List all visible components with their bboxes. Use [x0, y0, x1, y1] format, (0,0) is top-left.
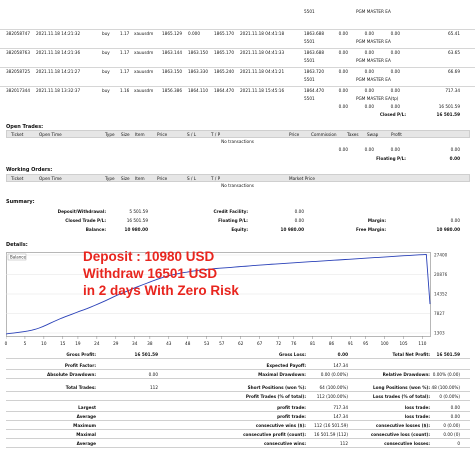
- trade-row: [0, 67, 475, 86]
- stat-value-average-profit: 147.34: [333, 414, 348, 419]
- chart-x-tick-label: 15: [60, 341, 66, 346]
- stat-label-relative-dd-label: Relative Drawdown:: [382, 372, 430, 377]
- trade-type: buy: [102, 31, 110, 36]
- open-header-cell: Commission: [311, 132, 337, 137]
- trade-ticket: 382058747: [6, 31, 30, 36]
- stat-label-short-label: Short Positions (won %):: [247, 385, 306, 390]
- chart-x-tick-label: 48: [185, 341, 191, 346]
- stat-value-gross-loss: 0.00: [337, 352, 348, 357]
- balance-label: Balance:: [85, 227, 106, 232]
- open-header-cell: Size: [121, 132, 130, 137]
- stats-divider: [6, 411, 470, 412]
- trade-item: xauusdm: [134, 31, 154, 36]
- summary-closed-value: 16 501.59: [126, 218, 148, 223]
- chart-x-tick-label: 19: [75, 341, 81, 346]
- total-profit: 16 501.59: [438, 104, 460, 109]
- chart-x-tick-label: 43: [166, 341, 172, 346]
- stat-label-profit-factor-label: Profit Factor:: [64, 363, 96, 368]
- trade-row: [0, 29, 475, 48]
- trade-type: buy: [102, 88, 110, 93]
- floating-pl-row: [0, 156, 475, 167]
- trade-close-time: 2021.11.18 15:45:16: [240, 88, 285, 93]
- trade-tp: 1865.240: [214, 69, 234, 74]
- trade-sl: 1864.110: [188, 88, 208, 93]
- stat-value-short: 64 (100.00%): [319, 385, 348, 390]
- stat-label-average-label: Average: [76, 414, 96, 419]
- open-header-cell: S / L: [187, 132, 197, 137]
- chart-x-tick-label: 29: [113, 341, 119, 346]
- trade-price: 1856.386: [162, 88, 182, 93]
- free-margin-value: 10 980.00: [436, 227, 460, 232]
- trade-magic-number: 5501: [304, 39, 315, 44]
- stat-value-profit-trades: 112 (100.00%): [316, 394, 348, 399]
- total-commission: 0.00: [338, 104, 348, 109]
- summary-floating-label: Floating P/L:: [218, 218, 248, 223]
- chart-y-tick-label: 1303: [434, 330, 445, 336]
- stats-divider: [6, 429, 470, 430]
- trade-open-time: 2021.11.18 13:32:37: [36, 88, 81, 93]
- chart-x-tick-label: 10: [41, 341, 47, 346]
- promo-line-zero-risk: in 2 days With Zero Risk: [83, 283, 239, 298]
- open-sum-taxes: 0.00: [364, 147, 374, 152]
- stat-value-average-loss: 0.00: [450, 414, 460, 419]
- trade-size: 1.17: [120, 50, 130, 55]
- trade-magic-number: 5501: [304, 58, 315, 63]
- open-header-cell: Price: [157, 132, 168, 137]
- stat-value-relative-dd: 0.00% (0.00): [432, 372, 460, 377]
- stats-divider: [6, 369, 470, 370]
- open-header-cell: Type: [105, 132, 115, 137]
- equity-label: Equity:: [231, 227, 248, 232]
- trade-ticket: 382058763: [6, 50, 30, 55]
- trade-profit: 66.69: [448, 69, 460, 74]
- trade-close-price: 1863.688: [304, 50, 324, 55]
- stat-value-max-cons-losses: 0 (0.00): [443, 423, 460, 428]
- chart-y-tick-label: 20876: [434, 271, 448, 277]
- stat-label-net-profit-label: Total Net Profit:: [392, 352, 430, 357]
- trade-row: [0, 9, 475, 19]
- stat-label-loss-trades-label: Loss trades (% of total):: [372, 394, 430, 399]
- stat-value-avg-wins: 112: [340, 441, 348, 446]
- trade-row: [0, 48, 475, 67]
- stat-label-absolute-dd-label: Absolute Drawdown:: [47, 372, 96, 377]
- stat-value-largest-profit: 717.34: [333, 405, 348, 410]
- trade-row: [0, 86, 475, 105]
- stat-label-maximal-dd-label: Maximal Drawdown:: [258, 372, 306, 377]
- trade-sl: 1863.150: [188, 50, 208, 55]
- stat-label-average-loss-label: loss trade:: [404, 414, 430, 419]
- trade-close-price: 1863.688: [304, 31, 324, 36]
- chart-x-tick-label: 91: [347, 341, 354, 346]
- stat-label-largest-label: Largest: [78, 405, 96, 410]
- trade-swap: 0.00: [390, 50, 400, 55]
- working-header-cell: Open Time: [39, 176, 62, 181]
- stat-value-absolute-dd: 0.00: [148, 372, 158, 377]
- closed-pl-label: Closed P/L:: [379, 112, 406, 117]
- trade-taxes: 0.00: [364, 69, 374, 74]
- stat-value-largest-loss: 0.00: [450, 405, 460, 410]
- balance-value: 10 980.00: [124, 227, 148, 232]
- stat-label-largest-profit-label: profit trade:: [277, 405, 306, 410]
- open-header-cell: Swap: [367, 132, 379, 137]
- stat-label-maximum-label: Maximum: [73, 423, 96, 428]
- trade-commission: 0.00: [338, 69, 348, 74]
- trade-swap: 0.00: [390, 69, 400, 74]
- margin-value: 0.00: [450, 218, 460, 223]
- trade-size: 1.16: [120, 88, 130, 93]
- chart-y-tick-label: 14352: [434, 291, 448, 297]
- chart-x-tick-label: 105: [399, 341, 408, 346]
- stat-label-max-cons-wins-label: consecutive wins ($):: [255, 423, 306, 428]
- stat-label-long-label: Long Positions (won %):: [373, 385, 430, 390]
- trade-profit: 63.65: [448, 50, 460, 55]
- trade-close-price: 1863.720: [304, 69, 324, 74]
- trade-magic-number: 5501: [304, 77, 315, 82]
- free-margin-label: Free Margin:: [356, 227, 386, 232]
- stat-value-avg-losses: 0: [457, 441, 460, 446]
- working-header-cell: Size: [121, 176, 130, 181]
- stat-value-max-cons-wins: 112 (16 501.59): [314, 423, 348, 428]
- credit-label: Credit Facility:: [213, 209, 248, 214]
- summary-title: Summary:: [6, 199, 35, 205]
- stat-label-largest-loss-label: loss trade:: [404, 405, 430, 410]
- summary-floating-value: 0.00: [294, 218, 304, 223]
- trade-price: 1865.129: [162, 31, 182, 36]
- chart-x-tick-label: 81: [309, 341, 316, 346]
- total-taxes: 0.00: [364, 104, 374, 109]
- trade-price: 1863.150: [162, 69, 182, 74]
- stat-label-maximal-label: Maximal: [76, 432, 96, 437]
- trade-comment: PGM MASTER EA: [356, 39, 391, 44]
- trade-type: buy: [102, 69, 110, 74]
- promo-line-deposit: Deposit : 10980 USD: [83, 249, 215, 264]
- stat-label-max-cons-losses-label: consecutive losses ($):: [375, 423, 430, 428]
- promo-overlay: [83, 248, 239, 299]
- working-header-cell: S / L: [187, 176, 197, 181]
- trade-sl: 0.000: [188, 31, 200, 36]
- trade-size: 1.17: [120, 69, 130, 74]
- trade-open-time: 2021.11.18 14:21:32: [36, 31, 81, 36]
- trade-tp: 1865.170: [214, 50, 234, 55]
- chart-x-tick-label: 34: [132, 341, 138, 346]
- chart-x-tick-label: 100: [380, 341, 389, 346]
- trade-close-time: 2021.11.18 04:41:33: [240, 50, 285, 55]
- promo-line-withdraw: Withdraw 16501 USD: [83, 266, 218, 281]
- stat-label-avg-losses-label: consecutive losses:: [384, 441, 430, 446]
- open-sum-swap: 0.00: [390, 147, 400, 152]
- margin-label: Margin:: [367, 218, 386, 223]
- chart-y-tick-label: 27400: [434, 252, 448, 258]
- open-header-cell: Ticket: [11, 132, 24, 137]
- trade-profit: 65.41: [448, 31, 460, 36]
- stat-label-average2-label: Average: [76, 441, 96, 446]
- working-orders-title: Working Orders:: [6, 167, 53, 173]
- trade-item: xauusdm: [134, 50, 154, 55]
- floating-pl-label: Floating P/L:: [376, 156, 406, 161]
- chart-x-tick-label: 72: [275, 341, 282, 346]
- deposit-label: Deposit/Withdrawal:: [57, 209, 106, 214]
- trade-comment: PGM MASTER EA(tp): [356, 96, 399, 101]
- open-trades-title: Open Trades:: [6, 124, 44, 130]
- open-header-cell: T / P: [211, 132, 221, 137]
- closed-pl-row: [0, 112, 475, 123]
- stats-divider: [6, 391, 470, 392]
- trade-comment: PGM MASTER EA: [356, 58, 391, 63]
- stat-label-maximal-profit-label: consecutive profit (count):: [243, 432, 306, 437]
- working-header-cell: Type: [105, 176, 115, 181]
- trade-price: 1863.144: [162, 50, 182, 55]
- working-header-cell: Market Price: [289, 176, 315, 181]
- trade-item: xauusdm: [134, 88, 154, 93]
- chart-x-tick-label: 95: [362, 341, 369, 346]
- chart-y-tick-label: 7827: [434, 311, 445, 317]
- chart-x-tick-label: 76: [291, 341, 297, 346]
- chart-x-tick-label: 24: [94, 341, 100, 346]
- stat-value-net-profit: 16 501.59: [436, 352, 460, 357]
- stat-label-profit-trades-label: Profit Trades (% of total):: [245, 394, 306, 399]
- working-header-cell: T / P: [211, 176, 221, 181]
- stat-value-total-trades: 112: [150, 385, 158, 390]
- chart-x-tick-label: 110: [418, 341, 427, 346]
- open-header-cell: Price: [289, 132, 300, 137]
- trade-open-time: 2021.11.18 14:21:27: [36, 69, 81, 74]
- chart-x-tick-label: 38: [147, 341, 153, 346]
- open-trades-header: [6, 130, 470, 138]
- trade-close-time: 2021.11.18 04:41:21: [240, 69, 285, 74]
- stat-label-maximal-loss-label: consecutive loss (count):: [370, 432, 430, 437]
- stat-value-gross-profit: 16 501.59: [134, 352, 158, 357]
- stat-value-maximal-loss: 0.00 (0): [443, 432, 460, 437]
- working-header-cell: Item: [135, 176, 145, 181]
- trade-ticket: 382017344: [6, 88, 30, 93]
- stat-label-avg-wins-label: consecutive wins:: [263, 441, 306, 446]
- working-header-cell: Price: [157, 176, 168, 181]
- trade-taxes: 0.00: [364, 88, 374, 93]
- stats-divider: [6, 358, 470, 359]
- trade-item: xauusdm: [134, 69, 154, 74]
- trade-tp: 1865.170: [214, 31, 234, 36]
- trade-close-price: 1864.470: [304, 88, 324, 93]
- stats-divider: [6, 400, 470, 401]
- chart-x-tick-label: 0: [4, 341, 8, 346]
- stats-divider: [6, 447, 470, 448]
- trade-size: 1.17: [120, 31, 130, 36]
- chart-x-tick-label: 67: [256, 341, 263, 346]
- open-sum-commission: 0.00: [338, 147, 348, 152]
- chart-x-tick-label: 53: [203, 341, 210, 346]
- trade-commission: 0.00: [338, 88, 348, 93]
- trade-commission: 0.00: [338, 50, 348, 55]
- deposit-value: 5 501.59: [129, 209, 148, 214]
- working-orders-header: [6, 174, 470, 182]
- trade-magic-number: 5501: [304, 9, 315, 14]
- open-sum-profit: 0.00: [450, 147, 460, 152]
- working-orders-empty: No transactions: [221, 183, 254, 188]
- details-title: Details:: [6, 242, 28, 248]
- summary-closed-label: Closed Trade P/L:: [65, 218, 106, 223]
- stat-value-expected-payoff: 147.34: [333, 363, 348, 368]
- open-header-cell: Profit: [391, 132, 402, 137]
- stats-divider: [6, 420, 470, 421]
- stat-value-loss-trades: 0 (0.00%): [439, 394, 460, 399]
- trade-taxes: 0.00: [364, 31, 374, 36]
- stat-value-maximal-dd: 0.00 (0.00%): [320, 372, 348, 377]
- equity-value: 10 980.00: [280, 227, 304, 232]
- open-header-cell: Item: [135, 132, 145, 137]
- credit-value: 0.00: [294, 209, 304, 214]
- trade-close-time: 2021.11.18 04:41:18: [240, 31, 285, 36]
- stat-value-maximal-profit: 16 501.59 (112): [314, 432, 348, 437]
- trade-magic-number: 5501: [304, 96, 315, 101]
- trade-comment: PGM MASTER EA: [356, 77, 391, 82]
- stat-value-long: 48 (100.00%): [431, 385, 460, 390]
- chart-x-tick-label: 62: [238, 341, 244, 346]
- stat-label-expected-payoff-label: Expected Payoff:: [266, 363, 306, 368]
- chart-legend-label: Balance: [10, 254, 26, 260]
- trade-comment: PGM MASTER EA: [356, 9, 391, 14]
- trade-tp: 1864.470: [214, 88, 234, 93]
- open-header-cell: Open Time: [39, 132, 62, 137]
- trade-ticket: 382058725: [6, 69, 30, 74]
- trade-commission: 0.00: [338, 31, 348, 36]
- open-trades-empty: No transactions: [221, 139, 254, 144]
- stat-label-total-trades-label: Total Trades:: [65, 385, 96, 390]
- chart-x-tick-label: 57: [219, 341, 225, 346]
- stat-label-gross-profit-label: Gross Profit:: [66, 352, 96, 357]
- stat-label-average-profit-label: profit trade:: [277, 414, 306, 419]
- floating-pl-value: 0.00: [449, 156, 460, 161]
- trade-swap: 0.00: [390, 88, 400, 93]
- closed-pl-value: 16 501.59: [436, 112, 460, 117]
- trade-sl: 1863.330: [188, 69, 208, 74]
- stats-divider: [6, 438, 470, 439]
- chart-x-tick-label: 86: [328, 341, 335, 346]
- trade-profit: 717.34: [445, 88, 460, 93]
- working-header-cell: Ticket: [11, 176, 24, 181]
- stat-label-gross-loss-label: Gross Loss:: [278, 352, 306, 357]
- stats-divider: [6, 378, 470, 379]
- total-swap: 0.00: [390, 104, 400, 109]
- trade-open-time: 2021.11.18 14:21:36: [36, 50, 81, 55]
- trade-taxes: 0.00: [364, 50, 374, 55]
- trade-type: buy: [102, 50, 110, 55]
- trade-swap: 0.00: [390, 31, 400, 36]
- open-header-cell: Taxes: [347, 132, 359, 137]
- chart-x-tick-label: 5: [23, 341, 27, 346]
